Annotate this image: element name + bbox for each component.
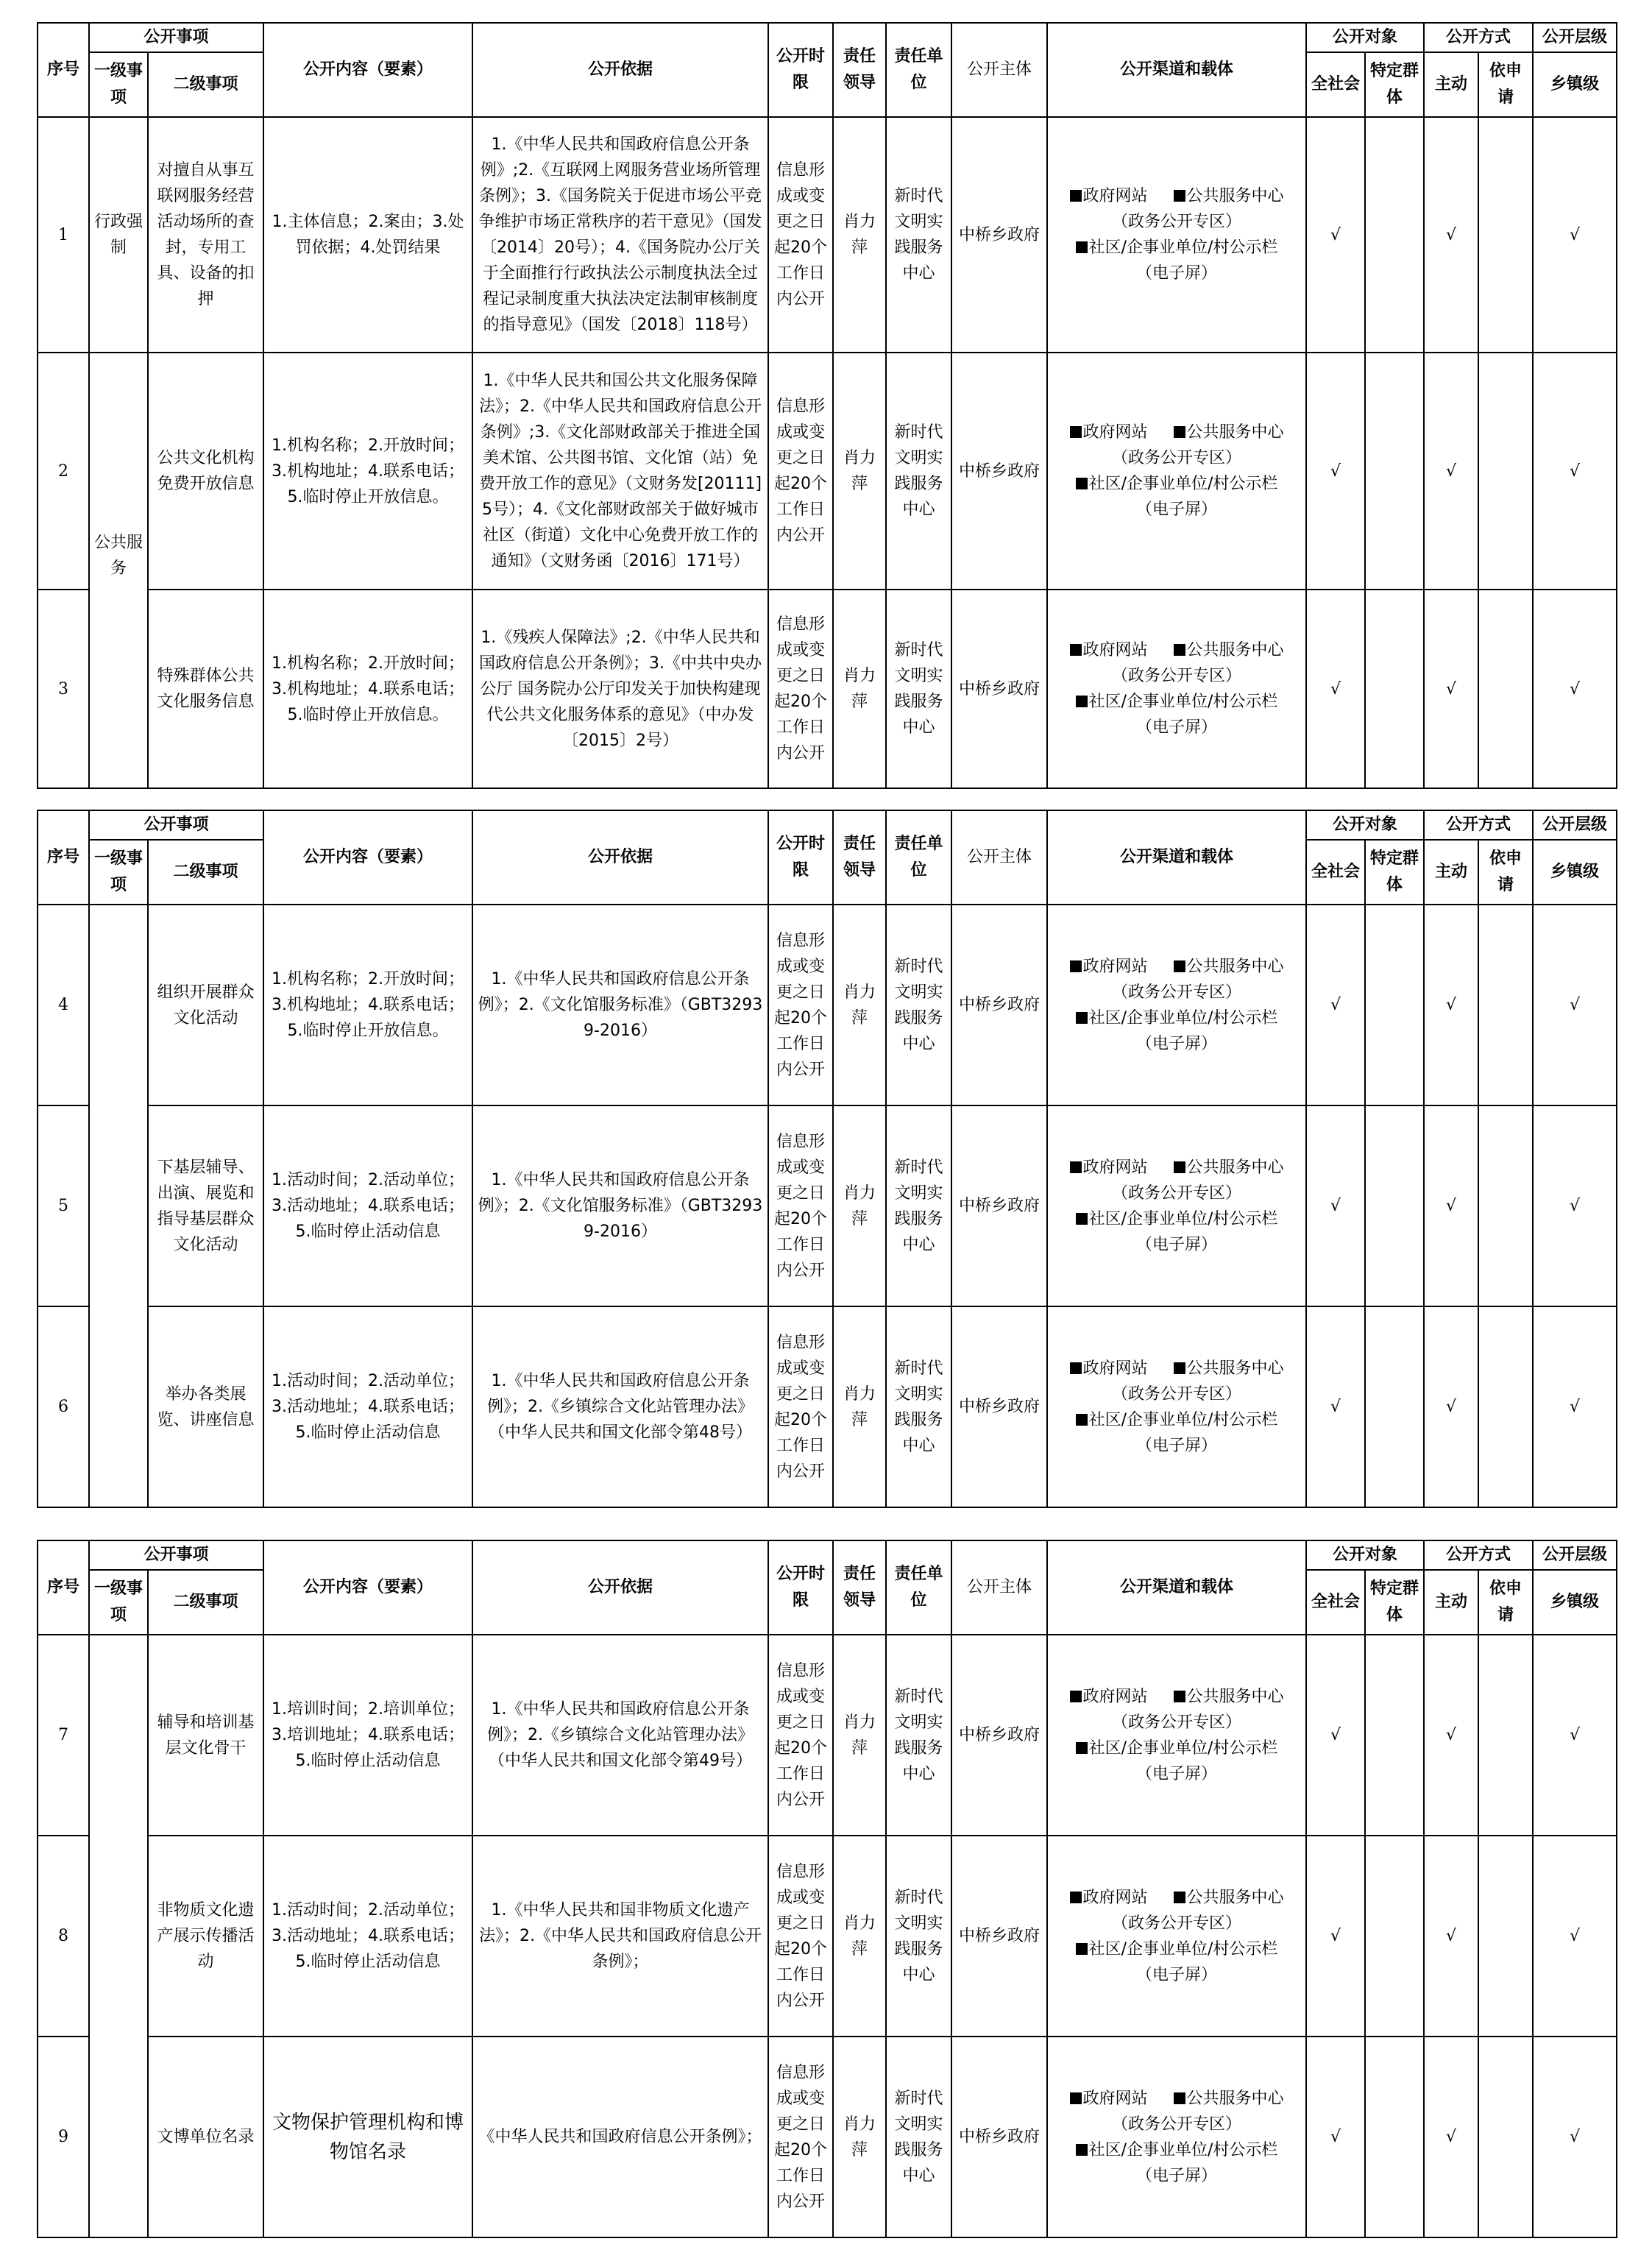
row-subject: 中桥乡政府 [951,353,1047,590]
black-square-icon [1076,696,1088,707]
target-all-check: √ [1306,1836,1365,2037]
row-channel: 政府网站 公共服务中心 （政务公开专区） 社区/企事业单位/村公示栏 （电子屏） [1047,1635,1306,1836]
row-basis: 1.《中华人民共和国政府信息公开条例》；2.《乡镇综合文化站管理办法》（中华人民共和国文化部令第49号） [472,1635,768,1836]
row-time-limit: 信息形成或变更之日起20个工作日内公开 [768,1836,833,2037]
black-square-icon [1174,1892,1185,1903]
level-town-check: √ [1533,1836,1617,2037]
row-content: 1.机构名称；2.开放时间；3.机构地址；4.联系电话；5.临时停止开放信息。 [263,353,472,590]
row-channel: 政府网站 公共服务中心 （政务公开专区） 社区/企事业单位/村公示栏 （电子屏） [1047,1105,1306,1306]
level-town-check: √ [1533,353,1617,590]
method-active-check: √ [1424,590,1478,788]
level-town-check: √ [1533,1306,1617,1507]
method-active-check: √ [1424,905,1478,1105]
row-content: 1.机构名称；2.开放时间；3.机构地址；4.联系电话；5.临时停止开放信息。 [263,905,472,1105]
black-square-icon [1076,241,1088,253]
row-time-limit: 信息形成或变更之日起20个工作日内公开 [768,905,833,1105]
row-channel: 政府网站 公共服务中心 （政务公开专区） 社区/企事业单位/村公示栏 （电子屏） [1047,1306,1306,1507]
header-method-active: 主动 [1424,840,1478,905]
black-square-icon [1076,1943,1088,1955]
black-square-icon [1174,190,1185,202]
header-method-group: 公开方式 [1424,23,1533,52]
black-square-icon [1070,1892,1082,1903]
row-leader: 肖力萍 [833,117,886,353]
header-level2: 二级事项 [148,1570,263,1635]
header-channel: 公开渠道和载体 [1047,810,1306,905]
header-target-group: 公开对象 [1306,23,1424,52]
black-square-icon [1174,960,1185,972]
row-seq: 8 [38,1836,89,2037]
row-channel: 政府网站 公共服务中心 （政务公开专区） 社区/企事业单位/村公示栏 （电子屏） [1047,117,1306,353]
row-content: 1.活动时间；2.活动单位；3.活动地址；4.联系电话；5.临时停止活动信息 [263,1306,472,1507]
row-seq: 1 [38,117,89,353]
disclosure-table-3 [37,1540,1617,2238]
level-town-check: √ [1533,2037,1617,2237]
black-square-icon [1070,2092,1082,2104]
header-method-active: 主动 [1424,52,1478,117]
row-subject: 中桥乡政府 [951,2037,1047,2237]
method-active-check: √ [1424,1105,1478,1306]
header-time-limit: 公开时限 [768,1540,833,1635]
level-town-check: √ [1533,117,1617,353]
method-request-cell [1478,1836,1533,2037]
method-request-cell [1478,1635,1533,1836]
row-content: 1.活动时间；2.活动单位；3.活动地址；4.联系电话；5.临时停止活动信息 [263,1836,472,2037]
row-time-limit: 信息形成或变更之日起20个工作日内公开 [768,2037,833,2237]
header-item-group: 公开事项 [89,810,263,840]
target-specific-cell [1365,1836,1424,2037]
header-time-limit: 公开时限 [768,810,833,905]
row-seq: 3 [38,590,89,788]
row-time-limit: 信息形成或变更之日起20个工作日内公开 [768,353,833,590]
row-basis: 1.《中华人民共和国政府信息公开条例》；2.《乡镇综合文化站管理办法》（中华人民共和国文化部令第48号） [472,1306,768,1507]
header-basis: 公开依据 [472,23,768,117]
row-basis: 1.《中华人民共和国非物质文化遗产法》；2.《中华人民共和国政府信息公开条例》； [472,1836,768,2037]
header-leader: 责任领导 [833,810,886,905]
level-town-check: √ [1533,1105,1617,1306]
row-channel: 政府网站 公共服务中心 （政务公开专区） 社区/企事业单位/村公示栏 （电子屏） [1047,590,1306,788]
header-level-town: 乡镇级 [1533,840,1617,905]
target-all-check: √ [1306,117,1365,353]
row-leader: 肖力萍 [833,1105,886,1306]
target-all-check: √ [1306,1306,1365,1507]
header-subject: 公开主体 [951,23,1047,117]
target-all-check: √ [1306,353,1365,590]
row-unit: 新时代文明实践服务中心 [886,117,951,353]
header-method-request: 依申请 [1478,840,1533,905]
method-request-cell [1478,117,1533,353]
header-unit: 责任单位 [886,1540,951,1635]
row-content: 1.主体信息；2.案由；3.处罚依据；4.处罚结果 [263,117,472,353]
header-subject: 公开主体 [951,810,1047,905]
row-content: 文物保护管理机构和博物馆名录 [263,2037,472,2237]
header-target-all: 全社会 [1306,52,1365,117]
row-unit: 新时代文明实践服务中心 [886,353,951,590]
header-leader: 责任领导 [833,1540,886,1635]
level-town-check: √ [1533,1635,1617,1836]
row-subject: 中桥乡政府 [951,117,1047,353]
header-method-group: 公开方式 [1424,1540,1533,1570]
row-time-limit: 信息形成或变更之日起20个工作日内公开 [768,590,833,788]
table-row [38,2037,1617,2237]
row-leader: 肖力萍 [833,2037,886,2237]
row-seq: 4 [38,905,89,1105]
row-level2: 公共文化机构免费开放信息 [148,353,263,590]
row-unit: 新时代文明实践服务中心 [886,1306,951,1507]
black-square-icon [1070,644,1082,656]
method-request-cell [1478,2037,1533,2237]
disclosure-table-1 [37,22,1617,789]
row-channel: 政府网站 公共服务中心 （政务公开专区） 社区/企事业单位/村公示栏 （电子屏） [1047,2037,1306,2237]
row-leader: 肖力萍 [833,353,886,590]
row-channel: 政府网站 公共服务中心 （政务公开专区） 社区/企事业单位/村公示栏 （电子屏） [1047,353,1306,590]
black-square-icon [1076,1742,1088,1754]
header-level-town: 乡镇级 [1533,1570,1617,1635]
row-seq: 6 [38,1306,89,1507]
target-specific-cell [1365,1306,1424,1507]
disclosure-table-2 [37,810,1617,1508]
row-content: 1.培训时间；2.培训单位；3.培训地址；4.联系电话；5.临时停止活动信息 [263,1635,472,1836]
row-subject: 中桥乡政府 [951,590,1047,788]
header-level1: 一级事项 [89,840,148,905]
target-specific-cell [1365,1635,1424,1836]
header-unit: 责任单位 [886,23,951,117]
target-specific-cell [1365,905,1424,1105]
target-specific-cell [1365,590,1424,788]
header-time-limit: 公开时限 [768,23,833,117]
row-time-limit: 信息形成或变更之日起20个工作日内公开 [768,1105,833,1306]
method-request-cell [1478,1105,1533,1306]
method-active-check: √ [1424,1306,1478,1507]
row-basis: 1.《中华人民共和国公共文化服务保障法》；2.《中华人民共和国政府信息公开条例》;3.《文化部财政部关于推进全国美术馆、公共图书馆、文化馆（站）免费开放工作的意见》（文财务发[20111]5号）；4.《文化部财政部关于做好城市社区（街道）文化中心免费开放工作的通知》（文财务函〔2016〕171号） [472,353,768,590]
black-square-icon [1070,190,1082,202]
header-target-all: 全社会 [1306,1570,1365,1635]
black-square-icon [1070,1691,1082,1702]
black-square-icon [1174,1362,1185,1374]
row-subject: 中桥乡政府 [951,905,1047,1105]
method-active-check: √ [1424,117,1478,353]
header-level1: 一级事项 [89,1570,148,1635]
method-active-check: √ [1424,1836,1478,2037]
header-item-group: 公开事项 [89,23,263,52]
black-square-icon [1070,426,1082,438]
target-specific-cell [1365,353,1424,590]
header-channel: 公开渠道和载体 [1047,23,1306,117]
method-request-cell [1478,590,1533,788]
black-square-icon [1174,1161,1185,1173]
row-leader: 肖力萍 [833,1306,886,1507]
row-seq: 9 [38,2037,89,2237]
black-square-icon [1076,1012,1088,1024]
target-all-check: √ [1306,905,1365,1105]
row-level2: 特殊群体公共文化服务信息 [148,590,263,788]
row-basis: 1.《中华人民共和国政府信息公开条例》;2.《互联网上网服务营业场所管理条例》；3.《国务院关于促进市场公平竞争维护市场正常秩序的若干意见》（国发〔2014〕20号）；4.《国务院办公厅关于全面推行行政执法公示制度执法全过程记录制度重大执法决定法制审核制度的指导意见》（国发〔2018〕118号） [472,117,768,353]
header-seq: 序号 [38,810,89,905]
row-seq: 7 [38,1635,89,1836]
row-unit: 新时代文明实践服务中心 [886,590,951,788]
row-basis: 1.《残疾人保障法》;2.《中华人民共和国政府信息公开条例》；3.《中共中央办公厅 国务院办公厅印发关于加快构建现代公共文化服务体系的意见》（中办发〔2015〕2号） [472,590,768,788]
row-level1: 公共服务 [89,353,148,788]
row-level1 [89,1635,148,2237]
table-row [38,905,1617,1105]
target-specific-cell [1365,117,1424,353]
table-row [38,590,1617,788]
row-time-limit: 信息形成或变更之日起20个工作日内公开 [768,1306,833,1507]
row-unit: 新时代文明实践服务中心 [886,1105,951,1306]
row-level2: 对擅自从事互联网服务经营活动场所的查封，专用工具、设备的扣押 [148,117,263,353]
target-all-check: √ [1306,590,1365,788]
header-basis: 公开依据 [472,810,768,905]
header-level-town: 乡镇级 [1533,52,1617,117]
black-square-icon [1076,1213,1088,1225]
target-all-check: √ [1306,2037,1365,2237]
header-content: 公开内容（要素） [263,1540,472,1635]
row-channel: 政府网站 公共服务中心 （政务公开专区） 社区/企事业单位/村公示栏 （电子屏） [1047,1836,1306,2037]
header-target-specific: 特定群体 [1365,52,1424,117]
row-seq: 2 [38,353,89,590]
table-row [38,1105,1617,1306]
row-level2: 辅导和培训基层文化骨干 [148,1635,263,1836]
target-all-check: √ [1306,1105,1365,1306]
header-target-group: 公开对象 [1306,1540,1424,1570]
header-method-request: 依申请 [1478,52,1533,117]
row-level2: 下基层辅导、出演、展览和指导基层群众文化活动 [148,1105,263,1306]
header-basis: 公开依据 [472,1540,768,1635]
header-method-request: 依申请 [1478,1570,1533,1635]
method-active-check: √ [1424,353,1478,590]
black-square-icon [1070,960,1082,972]
method-active-check: √ [1424,1635,1478,1836]
method-request-cell [1478,1306,1533,1507]
row-seq: 5 [38,1105,89,1306]
header-item-group: 公开事项 [89,1540,263,1570]
row-unit: 新时代文明实践服务中心 [886,905,951,1105]
row-leader: 肖力萍 [833,905,886,1105]
black-square-icon [1076,1414,1088,1426]
header-subject: 公开主体 [951,1540,1047,1635]
row-level2: 举办各类展览、讲座信息 [148,1306,263,1507]
row-basis: 1.《中华人民共和国政府信息公开条例》；2.《文化馆服务标准》（GBT32939-2016） [472,1105,768,1306]
row-unit: 新时代文明实践服务中心 [886,1836,951,2037]
row-leader: 肖力萍 [833,1836,886,2037]
table-row [38,1635,1617,1836]
black-square-icon [1076,478,1088,489]
row-level1: 行政强制 [89,117,148,353]
row-content: 1.机构名称；2.开放时间；3.机构地址；4.联系电话；5.临时停止开放信息。 [263,590,472,788]
header-seq: 序号 [38,23,89,117]
header-channel: 公开渠道和载体 [1047,1540,1306,1635]
method-request-cell [1478,353,1533,590]
header-seq: 序号 [38,1540,89,1635]
header-level2: 二级事项 [148,840,263,905]
method-active-check: √ [1424,2037,1478,2237]
header-target-group: 公开对象 [1306,810,1424,840]
row-subject: 中桥乡政府 [951,1306,1047,1507]
row-level2: 组织开展群众文化活动 [148,905,263,1105]
row-subject: 中桥乡政府 [951,1635,1047,1836]
target-specific-cell [1365,2037,1424,2237]
black-square-icon [1070,1362,1082,1374]
row-basis: 1.《中华人民共和国政府信息公开条例》；2.《文化馆服务标准》（GBT32939-2016） [472,905,768,1105]
header-content: 公开内容（要素） [263,23,472,117]
header-level1: 一级事项 [89,52,148,117]
row-time-limit: 信息形成或变更之日起20个工作日内公开 [768,117,833,353]
header-target-all: 全社会 [1306,840,1365,905]
header-method-active: 主动 [1424,1570,1478,1635]
table-row [38,353,1617,590]
row-channel: 政府网站 公共服务中心 （政务公开专区） 社区/企事业单位/村公示栏 （电子屏） [1047,905,1306,1105]
header-level-group: 公开层级 [1533,1540,1617,1570]
black-square-icon [1174,426,1185,438]
row-leader: 肖力萍 [833,1635,886,1836]
row-unit: 新时代文明实践服务中心 [886,2037,951,2237]
level-town-check: √ [1533,590,1617,788]
black-square-icon [1174,1691,1185,1702]
row-level1 [89,905,148,1507]
row-subject: 中桥乡政府 [951,1836,1047,2037]
row-time-limit: 信息形成或变更之日起20个工作日内公开 [768,1635,833,1836]
header-level-group: 公开层级 [1533,23,1617,52]
black-square-icon [1174,644,1185,656]
level-town-check: √ [1533,905,1617,1105]
black-square-icon [1174,2092,1185,2104]
black-square-icon [1070,1161,1082,1173]
header-leader: 责任领导 [833,23,886,117]
row-level2: 非物质文化遗产展示传播活动 [148,1836,263,2037]
black-square-icon [1076,2144,1088,2156]
header-target-specific: 特定群体 [1365,1570,1424,1635]
row-content: 1.活动时间；2.活动单位；3.活动地址；4.联系电话；5.临时停止活动信息 [263,1105,472,1306]
header-unit: 责任单位 [886,810,951,905]
target-all-check: √ [1306,1635,1365,1836]
header-level2: 二级事项 [148,52,263,117]
table-row [38,117,1617,353]
method-request-cell [1478,905,1533,1105]
header-level-group: 公开层级 [1533,810,1617,840]
row-unit: 新时代文明实践服务中心 [886,1635,951,1836]
row-basis: 《中华人民共和国政府信息公开条例》； [472,2037,768,2237]
row-subject: 中桥乡政府 [951,1105,1047,1306]
table-row [38,1306,1617,1507]
header-content: 公开内容（要素） [263,810,472,905]
table-row [38,1836,1617,2037]
row-level2: 文博单位名录 [148,2037,263,2237]
header-target-specific: 特定群体 [1365,840,1424,905]
target-specific-cell [1365,1105,1424,1306]
row-leader: 肖力萍 [833,590,886,788]
header-method-group: 公开方式 [1424,810,1533,840]
